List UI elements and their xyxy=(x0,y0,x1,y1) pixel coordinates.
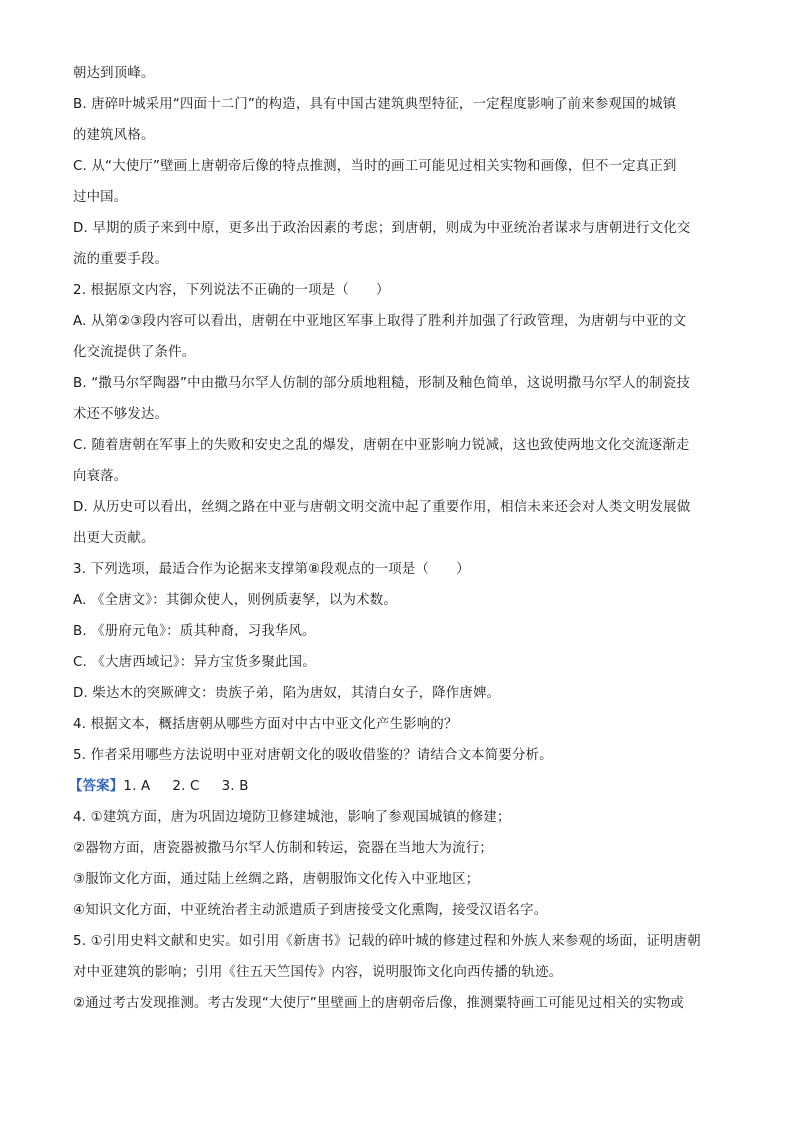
answer-5-line: 对中亚建筑的影响；引用《往五天竺国传》内容，说明服饰文化向西传播的轨迹。 xyxy=(73,965,563,980)
text-line: 过中国。 xyxy=(73,190,128,205)
text-line: 术还不够发达。 xyxy=(73,407,169,422)
option-a-line: A. 从第②③段内容可以看出，唐朝在中亚地区军事上取得了胜利并加强了行政管理，为唐朝与中亚的文 xyxy=(73,314,687,329)
answer-4-line: ③服饰文化方面，通过陆上丝绸之路，唐朝服饰文化传入中亚地区； xyxy=(73,872,480,887)
answer-line xyxy=(69,778,729,796)
option-b-line: B. “撒马尔罕陶器”中由撒马尔罕人仿制的部分质地粗糙，形制及釉色简单，这说明撒马尔罕人的制瓷技 xyxy=(73,376,690,391)
question-3: 3. 下列选项，最适合作为论据来支撑第⑧段观点的一项是（ ） xyxy=(73,562,470,577)
option-c-line: C. 从“大使厅”壁画上唐朝帝后像的特点推测，当时的画工可能见过相关实物和画像，但不一定真正到 xyxy=(73,159,677,174)
option-d-line: D. 柴达木的突厥碑文：贵族子弟，陷为唐奴，其清白女子，降作唐婢。 xyxy=(73,686,501,701)
question-2: 2. 根据原文内容，下列说法不正确的一项是（ ） xyxy=(73,283,390,298)
answer-4-line: ④知识文化方面，中亚统治者主动派遣质子到唐接受文化熏陶，接受汉语名字。 xyxy=(73,903,548,918)
answer-5-line: ②通过考古发现推测。考古发现“大使厅”里壁画上的唐朝帝后像，推测粟特画工可能见过相关的实物或 xyxy=(73,996,684,1011)
option-b-line: B. 《册府元龟》：质其种裔，习我华风。 xyxy=(73,624,316,639)
option-b-line: B. 唐碎叶城采用“四面十二门”的构造，具有中国古建筑典型特征，一定程度影响了前来参观国的城镇 xyxy=(73,97,677,112)
text-line: 出更大贡献。 xyxy=(73,531,155,546)
question-4: 4. 根据文本，概括唐朝从哪些方面对中古中亚文化产生影响的？ xyxy=(73,717,458,732)
answer-item: 2. C xyxy=(172,779,200,794)
option-a-line: A. 《全唐文》：其御众使人，则例质妻孥，以为术数。 xyxy=(73,593,397,608)
option-c-line: C. 随着唐朝在军事上的失败和安史之乱的爆发，唐朝在中亚影响力锐减，这也致使两地文化交流逐渐走 xyxy=(73,438,690,453)
text-line: 向衰落。 xyxy=(73,469,128,484)
option-d-line: D. 早期的质子来到中原，更多出于政治因素的考虑；到唐朝，则成为中亚统治者谋求与唐朝进行文化交 xyxy=(73,221,691,236)
option-d-line: D. 从历史可以看出，丝绸之路在中亚与唐朝文明交流中起了重要作用，相信未来还会对人类文明发展做 xyxy=(73,500,691,515)
answer-4-line: ②器物方面，唐瓷器被撒马尔罕人仿制和转运，瓷器在当地大为流行； xyxy=(73,841,493,856)
question-5: 5. 作者采用哪些方法说明中亚对唐朝文化的吸收借鉴的？请结合文本简要分析。 xyxy=(73,748,553,763)
answer-tag: 【答案】 xyxy=(69,779,124,794)
option-c-line: C. 《大唐西域记》：异方宝货多聚此国。 xyxy=(73,655,316,670)
text-line: 朝达到顶峰。 xyxy=(73,66,155,81)
answer-item: 1. A xyxy=(123,779,151,794)
text-line: 流的重要手段。 xyxy=(73,252,169,267)
answer-5-line: 5. ①引用史料文献和史实。如引用《新唐书》记载的碎叶城的修建过程和外族人来参观的场面，证明唐朝 xyxy=(73,934,701,949)
text-line: 化交流提供了条件。 xyxy=(73,345,196,360)
text-line: 的建筑风格。 xyxy=(73,128,155,143)
answer-item: 3. B xyxy=(221,779,249,794)
answer-4-line: 4. ①建筑方面，唐为巩固边境防卫修建城池，影响了参观国城镇的修建； xyxy=(73,810,511,825)
